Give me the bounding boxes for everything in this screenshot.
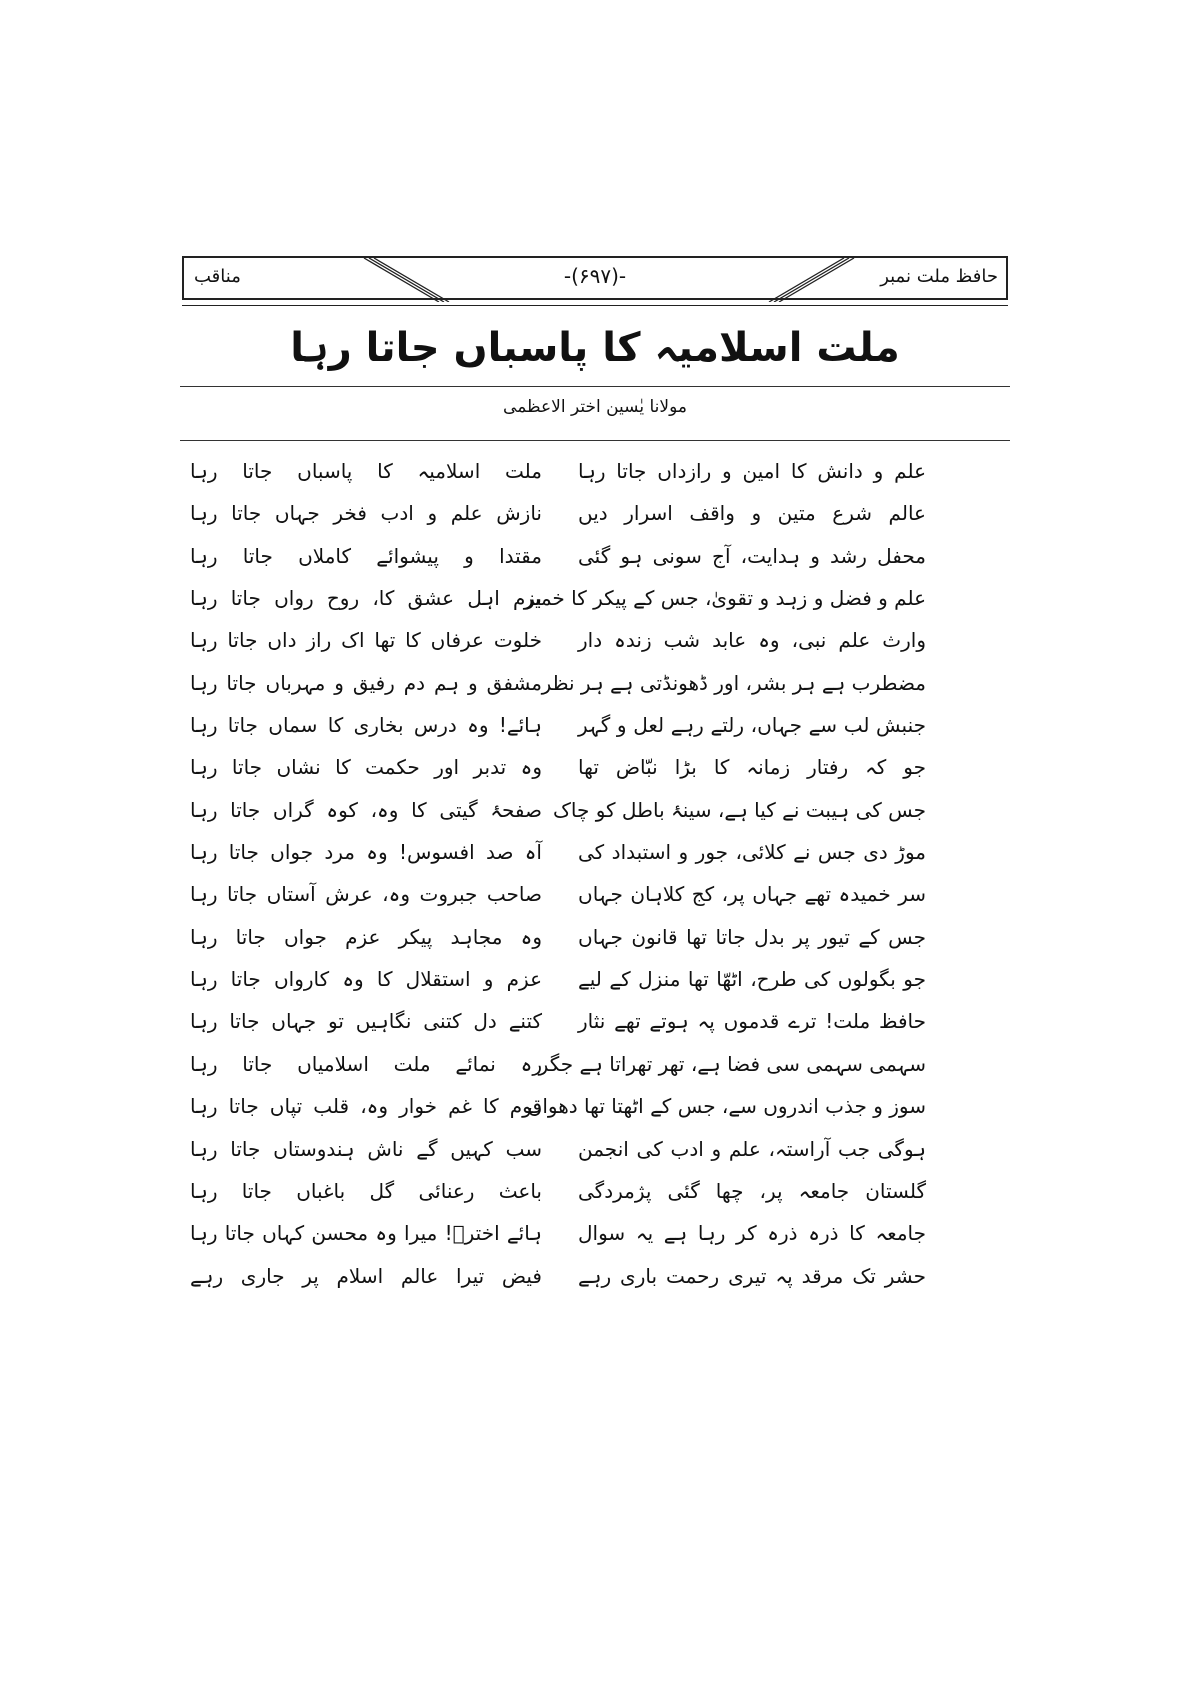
verse-second-line: مشفق و ہم دم رفیق و مہرباں جاتا رہا (190, 670, 542, 695)
verse-second-line: ہائے اخترؔ! میرا وہ محسن کہاں جاتا رہا (190, 1221, 542, 1246)
verse-second-line: قوم کا غم خوار وہ، قلب تپاں جاتا رہا (190, 1094, 542, 1119)
verse-second-line: سب کہیں گے ناش ہندوستاں جاتا رہا (190, 1136, 542, 1161)
verse-second-line: ملت اسلامیہ کا پاسباں جاتا رہا (190, 459, 542, 483)
verse-first-line: موڑ دی جس نے کلائی، جور و استبداد کی (578, 840, 926, 865)
verse-first-line: حشر تک مرقد پہ تیری رحمت باری رہے (578, 1263, 926, 1288)
verse-second-line: نازش علم و ادب فخر جہاں جاتا رہا (190, 501, 542, 526)
verse-second-line: وہ مجاہد پیکر عزم جواں جاتا رہا (190, 924, 542, 949)
verse-first-line: گلستان جامعہ پر، چھا گئی پژمردگی (578, 1178, 926, 1203)
verse-first-line: جس کے تیور پر بدل جاتا تھا قانون جہاں (578, 924, 926, 949)
verse-first-line: عالم شرع متین و واقف اسرار دیں (578, 501, 926, 526)
title-rule (180, 386, 1010, 387)
verse-second-line: فیض تیرا عالم اسلام پر جاری رہے (190, 1263, 542, 1288)
verse-second-line: رہ نمائے ملت اسلامیاں جاتا رہا (190, 1051, 542, 1076)
verse-first-line: جو کہ رفتار زمانہ کا بڑا نبّاض تھا (578, 755, 926, 780)
header-double-rule (182, 298, 1008, 306)
verse-column-second (190, 450, 542, 1297)
verse-first-line: علم و فضل و زہد و تقویٰ، جس کے پیکر کا خمیر (523, 586, 926, 611)
verse-first-line: جو بگولوں کی طرح، اٹھّا تھا منزل کے لیے (578, 967, 926, 992)
verse-second-line: کتنے دل کتنی نگاہیں تو جہاں جاتا رہا (190, 1009, 542, 1034)
verse-first-line: سر خمیدہ تھے جہاں پر، کج کلاہان جہاں (578, 882, 926, 907)
verse-second-line: وہ تدبر اور حکمت کا نشاں جاتا رہا (190, 755, 542, 780)
verse-second-line: باعث رعنائی گل باغباں جاتا رہا (190, 1178, 542, 1203)
verse-first-line: حافظ ملت! ترے قدموں پہ ہوتے تھے نثار (578, 1009, 926, 1034)
running-header (182, 256, 1008, 300)
header-ornament-left (344, 258, 514, 302)
verse-first-line: وارث علم نبی، وہ عابد شب زندہ دار (578, 628, 926, 653)
verse-second-line: صاحب جبروت وہ، عرش آستاں جاتا رہا (190, 882, 542, 907)
header-magazine-title: حافظ ملت نمبر (880, 266, 998, 287)
verse-column-first (523, 450, 926, 1297)
verse-first-line: جس کی ہیبت نے کیا ہے، سینۂ باطل کو چاک (552, 797, 926, 822)
verse-second-line: ہائے! وہ درس بخاری کا سماں جاتا رہا (190, 713, 542, 738)
header-ornament-right (704, 258, 874, 302)
verse-second-line: عزم و استقلال کا وہ کارواں جاتا رہا (190, 967, 542, 992)
verse-second-line: آہ صد افسوس! وہ مرد جواں جاتا رہا (190, 840, 542, 865)
author-rule (180, 440, 1010, 441)
verse-first-line: جامعہ کا ذرہ ذرہ کر رہا ہے یہ سوال (578, 1221, 926, 1246)
verse-second-line: بزم اہل عشق کا، روح رواں جاتا رہا (190, 586, 542, 611)
verse-first-line: ہوگی جب آراستہ، علم و ادب کی انجمن (578, 1136, 926, 1161)
verse-first-line: مضطرب ہے ہر بشر، اور ڈھونڈتی ہے ہر نظر (541, 670, 926, 695)
verse-first-line: سہمی سہمی سی فضا ہے، تھر تھراتا ہے جگر (538, 1051, 926, 1076)
page-number: -(۶۹۷)- (563, 264, 627, 288)
poem-author: مولانا یٰسین اختر الاعظمی (503, 397, 687, 417)
poem-title: ملت اسلامیہ کا پاسباں جاتا رہا (290, 325, 900, 371)
verse-second-line: مقتدا و پیشوائے کاملاں جاتا رہا (190, 543, 542, 568)
verse-first-line: علم و دانش کا امین و رازداں جاتا رہا (578, 459, 926, 483)
verse-second-line: صفحۂ گیتی کا وہ، کوہ گراں جاتا رہا (190, 797, 542, 822)
verse-first-line: جنبش لب سے جہاں، رلتے رہے لعل و گہر (578, 713, 926, 738)
verse-second-line: خلوت عرفاں کا تھا اک راز داں جاتا رہا (190, 628, 542, 653)
verse-first-line: سوز و جذب اندروں سے، جس کے اٹھتا تھا دھواں (527, 1094, 926, 1119)
header-section: مناقب (194, 266, 241, 287)
verse-first-line: محفل رشد و ہدایت، آج سونی ہو گئی (578, 543, 926, 568)
